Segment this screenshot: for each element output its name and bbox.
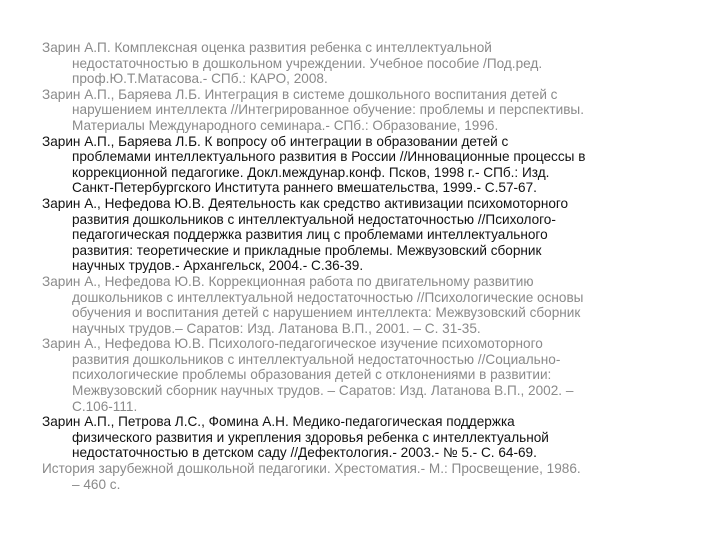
reference-item-2: Зарин А.П., Баряева Л.Б. Интеграция в системе дошкольного воспитания детей с нарушением интеллекта //Интегрированное обучение: проблемы и перспективы. Материалы Международного семинара.- СПб.: Образование, 1996. [42, 86, 584, 133]
reference-list [42, 40, 692, 492]
reference-item-3: Зарин А.П., Баряева Л.Б. К вопросу об интеграции в образовании детей с проблемами интеллектуального развития в России //Инновационные процессы в коррекционной педагогике. Докл.междунар.конф. Псков, 1998 г.- СПб.: Изд. Санкт-Петербургского Института раннего вмешательства, 1999.- С.57-67. [42, 133, 586, 196]
reference-item-1: Зарин А.П. Комплексная оценка развития ребенка с интеллектуальной недостаточностью в дошкольном учреждении. Учебное пособие /Под.ред. проф.Ю.Т.Матасова.- СПб.: КАРО, 2008. [42, 40, 543, 87]
reference-item-7: Зарин А.П., Петрова Л.С., Фомина А.Н. Медико-педагогическая поддержка физического развития и укрепления здоровья ребенка с интеллектуальной недостаточностью в детском саду //Дефектология.- 2003.- № 5.- С. 64-69. [42, 414, 549, 461]
reference-item-6: Зарин А., Нефедова Ю.В. Психолого-педагогическое изучение психомоторного развития дошкольников с интеллектуальной недостаточностью //Социально- психологические проблемы образования детей с отклонениями в развитии: Межвузовский сборник научных трудов. – Саратов: Изд. Латанова В.П., 2002. – С.106-111. [42, 336, 574, 414]
reference-item-4: Зарин А., Нефедова Ю.В. Деятельность как средство активизации психомоторного развития дошкольников с интеллектуальной недостаточностью //Психолого- педагогическая поддержка развития лиц с проблемами интеллектуального развития: теоретические и прикладные проблемы. Межвузовский сборник научных трудов.- Архангельск, 2004.- С.36-39. [42, 195, 569, 274]
reference-item-5: Зарин А., Нефедова Ю.В. Коррекционная работа по двигательному развитию дошкольников с интеллектуальной недостаточностью //Психологические основы обучения и воспитания детей с нарушением интеллекта: Межвузовский сборник научных трудов.– Саратов: Изд. Латанова В.П., 2001. – С. 31-35. [42, 273, 584, 336]
reference-item-8: История зарубежной дошкольной педагогики. Хрестоматия.- М.: Просвещение, 1986. – 460 с. [42, 461, 581, 492]
